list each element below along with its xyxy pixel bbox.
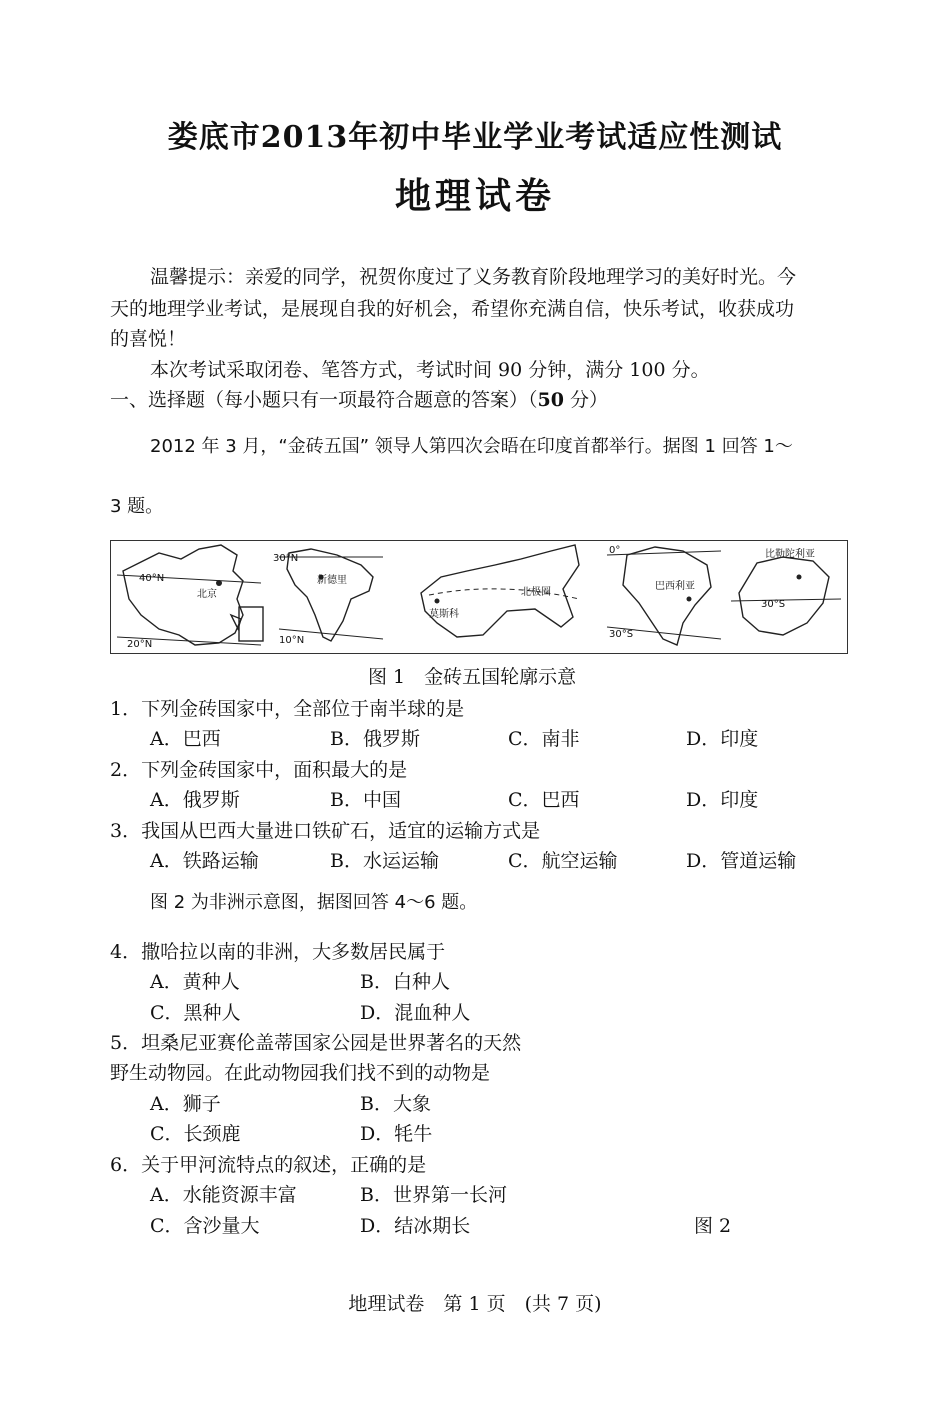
pretoria-marker: [797, 575, 802, 580]
question-2-option-c: C．巴西: [508, 789, 580, 811]
beijing-label: 北京: [197, 589, 217, 600]
brics-outline-maps: [111, 541, 847, 653]
question-5-option-a: A．狮子: [150, 1093, 221, 1115]
moscow-marker: [435, 599, 440, 604]
question-1-stem: 1．下列金砖国家中，全部位于南半球的是: [110, 698, 465, 720]
question-3-option-b: B．水运运输: [330, 850, 439, 872]
question-5-option-d: D．牦牛: [360, 1123, 433, 1145]
question-3-option-c: C．航空运输: [508, 850, 618, 872]
china-lat-20n: 20°N: [127, 639, 153, 650]
question-2-option-b: B．中国: [330, 789, 401, 811]
intro-line-2: 天的地理学业考试，是展现自我的好机会，希望你充满自信，快乐考试，收获成功: [110, 298, 795, 320]
moscow-label: 莫斯科: [429, 609, 459, 620]
intro-line-1: 温馨提示：亲爱的同学，祝贺你度过了义务教育阶段地理学习的美好时光。今: [150, 266, 797, 288]
intro-line-4: 本次考试采取闭卷、笔答方式，考试时间 90 分钟，满分 100 分。: [150, 359, 710, 381]
question-5-stem-line2: 野生动物园。在此动物园我们找不到的动物是: [110, 1062, 491, 1084]
question-2-stem: 2．下列金砖国家中，面积最大的是: [110, 759, 408, 781]
section-title-score: 50: [537, 389, 564, 411]
question-4-stem: 4．撒哈拉以南的非洲，大多数居民属于: [110, 941, 446, 963]
question-stem-group2: 图 2 为非洲示意图，据图回答 4～6 题。: [150, 892, 478, 913]
figure1-maps: [110, 540, 848, 654]
question-stem-group1-line1: 2012 年 3 月，“金砖五国” 领导人第四次会晤在印度首都举行。据图 1 回答 1～: [150, 436, 793, 457]
question-6-stem: 6．关于甲河流特点的叙述，正确的是: [110, 1154, 427, 1176]
question-1-option-d: D．印度: [686, 728, 759, 750]
south-africa-outline: [739, 557, 829, 635]
question-6-option-c: C．含沙量大: [150, 1215, 260, 1237]
question-6-option-a: A．水能资源丰富: [150, 1184, 297, 1206]
figure2-caption: 图 2: [694, 1215, 732, 1237]
question-2-option-d: D．印度: [686, 789, 759, 811]
china-outline: [123, 545, 243, 645]
question-3-option-d: D．管道运输: [686, 850, 797, 872]
pretoria-label: 比勒陀利亚: [765, 549, 815, 560]
question-5-option-c: C．长颈鹿: [150, 1123, 241, 1145]
brasilia-label: 巴西利亚: [655, 581, 695, 592]
arctic-circle-label: 北极圈: [521, 587, 551, 598]
brazil-lat-30s: 30°S: [609, 629, 634, 640]
question-4-option-c: C．黑种人: [150, 1002, 241, 1024]
russia-outline: [421, 545, 579, 637]
question-5-option-b: B．大象: [360, 1093, 431, 1115]
question-5-stem-line1: 5．坦桑尼亚赛伦盖蒂国家公园是世界著名的天然: [110, 1032, 522, 1054]
india-lat-30n: 30°N: [273, 553, 299, 564]
question-2-option-a: A．俄罗斯: [150, 789, 240, 811]
question-4-option-b: B．白种人: [360, 971, 450, 993]
question-1-option-b: B．俄罗斯: [330, 728, 420, 750]
china-lat-40n: 40°N: [139, 573, 165, 584]
question-3-option-a: A．铁路运输: [150, 850, 259, 872]
new-delhi-label: 新德里: [317, 575, 347, 586]
brazil-lat-equator: 0°: [609, 545, 621, 556]
india-outline: [287, 549, 373, 641]
question-1-option-c: C．南非: [508, 728, 580, 750]
brasilia-marker: [687, 597, 692, 602]
question-4-option-a: A．黄种人: [150, 971, 240, 993]
figure1-caption: 图 1 金砖五国轮廓示意: [368, 666, 577, 688]
exam-subject-title: 地理试卷: [394, 175, 555, 217]
question-4-option-d: D．混血种人: [360, 1002, 471, 1024]
section-title: [110, 385, 608, 415]
sa-lat-30s: 30°S: [761, 599, 786, 610]
section-title-pre: 一、选择题（每小题只有一项最符合题意的答案）（: [110, 389, 538, 411]
question-6-option-b: B．世界第一长河: [360, 1184, 507, 1206]
beijing-marker: [216, 580, 222, 586]
exam-title: 娄底市2013年初中毕业学业考试适应性测试: [167, 120, 783, 155]
page-footer: 地理试卷 第 1 页 (共 7 页): [348, 1293, 602, 1315]
question-3-stem: 3．我国从巴西大量进口铁矿石，适宜的运输方式是: [110, 820, 541, 842]
question-stem-group1-line2: 3 题。: [110, 496, 164, 517]
intro-line-3: 的喜悦！: [110, 328, 187, 350]
question-6-option-d: D．结冰期长: [360, 1215, 471, 1237]
india-lat-10n: 10°N: [279, 635, 305, 646]
question-1-option-a: A．巴西: [150, 728, 221, 750]
section-title-post: 分）: [563, 389, 609, 411]
